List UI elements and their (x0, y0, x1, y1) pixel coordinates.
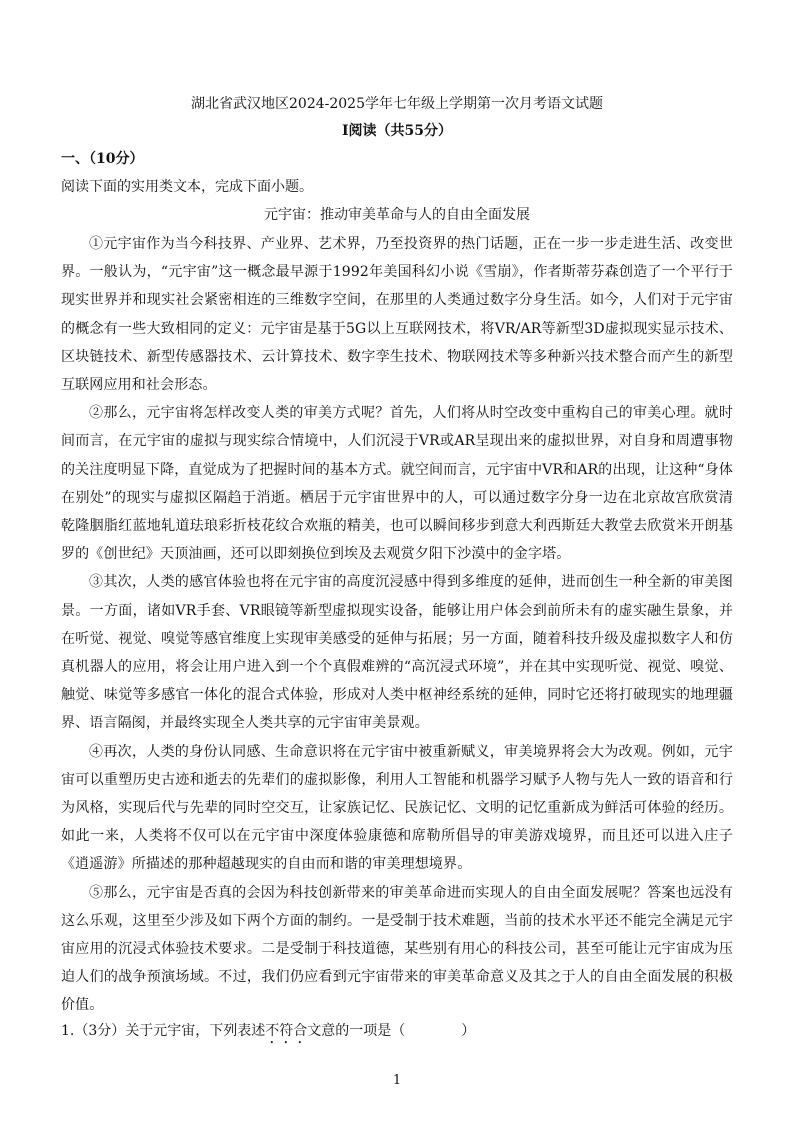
question-1 (61, 1021, 475, 1047)
section-heading: 一、（10分） (61, 151, 144, 167)
article-paragraph-1: ①元宇宙作为当今科技界、产业界、艺术界，乃至投资界的热门话题，正在一步一步走进生活、改变世界。一般认为，“元宇宙”这一概念最早源于1992年美国科幻小说《雪崩》，作者斯蒂芬森创造了一个平行于现实世界并和现实社会紧密相连的三维数字空间，在那里的人类通过数字分身生活。如今，人们对于元宇宙的概念有一些大致相同的定义：元宇宙是基于5G以上互联网技术，将VR/AR等新型3D虚拟现实显示技术、区块链技术、新型传感器技术、云计算技术、数字孪生技术、物联网技术等多种新兴技术整合而产生的新型互联网应用和社会形态。 (61, 236, 733, 394)
article-title: 元宇宙：推动审美革命与人的自由全面发展 (264, 207, 530, 223)
question-emphasis: 不符合 (265, 1023, 308, 1039)
question-points: （3分） (74, 1023, 126, 1039)
article-body (61, 230, 733, 1020)
question-stem-after: 文意的一项是（ (307, 1023, 406, 1039)
section-instruction: 阅读下面的实用类文本，完成下面小题。 (61, 179, 313, 195)
article-paragraph-4: ④再次，人类的身份认同感、生命意识将在元宇宙中被重新赋义，审美境界将会大为改观。例如，元宇宙可以重塑历史古迹和逝去的先辈们的虚拟影像，利用人工智能和机器学习赋予人物与先人一致的语音和行为风格，实现后代与先辈的同时空交互，让家族记忆、民族记忆、文明的记忆重新成为鲜活可体验的经历。如此一来，人类将不仅可以在元宇宙中深度体验康德和席勒所倡导的审美游戏境界，而且还可以进入庄子《逍遥游》所描述的那种超越现实的自由而和谐的审美理想境界。 (61, 743, 733, 873)
question-close: ） (461, 1023, 476, 1039)
article-paragraph-5: ⑤那么，元宇宙是否真的会因为科技创新带来的审美革命进而实现人的自由全面发展呢？答案也远没有这么乐观，这里至少涉及如下两个方面的制约。一是受制于技术难题，当前的技术水平还不能完全满足元宇宙应用的沉浸式体验技术要求。二是受制于科技道德，某些别有用心的科技公司，甚至可能让元宇宙成为压迫人们的战争预演场域。不过，我们仍应看到元宇宙带来的审美革命意义及其之于人的自由全面发展的积极价值。 (61, 884, 733, 1014)
question-number: 1. (61, 1023, 75, 1039)
question-stem-before: 关于元宇宙，下列表述 (125, 1023, 266, 1039)
page-number: 1 (392, 1073, 402, 1088)
article-paragraph-3: ③其次，人类的感官体验也将在元宇宙的高度沉浸感中得到多维度的延伸，进而创生一种全新的审美图景。一方面，诸如VR手套、VR眼镜等新型虚拟现实设备，能够让用户体会到前所未有的虚实融生景象，并在听觉、视觉、嗅觉等感官维度上实现审美感受的延伸与拓展；另一方面，随着科技升级及虚拟数字人和仿真机器人的应用，将会让用户进入到一个个真假难辨的“高沉浸式环境”，并在其中实现听觉、视觉、嗅觉、触觉、味觉等多感官一体化的混合式体验，形成对人类中枢神经系统的延伸，同时它还将打破现实的地理疆界、语言隔阂，并最终实现全人类共享的元宇宙审美景观。 (61, 574, 733, 732)
article-paragraph-2: ②那么，元宇宙将怎样改变人类的审美方式呢？首先，人们将从时空改变中重构自己的审美心理。就时间而言，在元宇宙的虚拟与现实综合情境中，人们沉浸于VR或AR呈现出来的虚拟世界，对自身和周遭事物的关注度明显下降，直觉成为了把握时间的基本方式。就空间而言，元宇宙中VR和AR的出现，让这种“身体在别处”的现实与虚拟区隔趋于消逝。栖居于元宇宙世界中的人，可以通过数字分身一边在北京故宫欣赏清乾隆胭脂红蓝地轧道珐琅彩折枝花纹合欢瓶的精美，也可以瞬间移步到意大利西斯廷大教堂去欣赏米开朗基罗的《创世纪》天顶油画，还可以即刻换位到埃及去观赏夕阳下沙漠中的金字塔。 (61, 405, 733, 563)
part-title: Ⅰ阅读（共55分） (341, 123, 453, 139)
exam-title: 湖北省武汉地区2024-2025学年七年级上学期第一次月考语文试题 (191, 96, 603, 112)
